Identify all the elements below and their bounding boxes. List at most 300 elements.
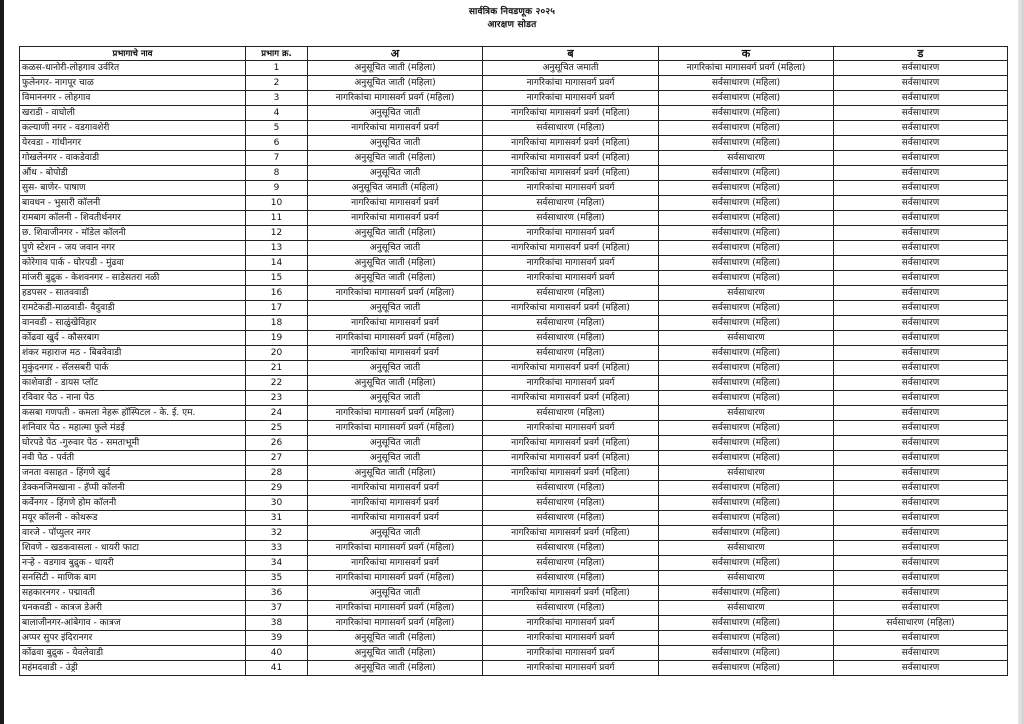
cell-seat-k: सर्वसाधारण (महिला) [659, 106, 834, 121]
cell-ward-number: 17 [246, 301, 308, 316]
cell-seat-a: अनुसूचित जाती [308, 451, 483, 466]
cell-seat-a: नागरिकांचा मागासवर्ग प्रवर्ग (महिला) [308, 331, 483, 346]
cell-seat-d: सर्वसाधारण (महिला) [834, 616, 1008, 631]
cell-seat-d: सर्वसाधारण [834, 91, 1008, 106]
cell-seat-a: नागरिकांचा मागासवर्ग प्रवर्ग [308, 316, 483, 331]
cell-seat-k: सर्वसाधारण (महिला) [659, 136, 834, 151]
cell-ward-name: अप्पर सुपर इंदिरानगर [20, 631, 246, 646]
cell-seat-d: सर्वसाधारण [834, 346, 1008, 361]
cell-seat-b: सर्वसाधारण (महिला) [483, 196, 659, 211]
cell-seat-b: नागरिकांचा मागासवर्ग प्रवर्ग [483, 271, 659, 286]
cell-seat-b: सर्वसाधारण (महिला) [483, 496, 659, 511]
cell-seat-a: अनुसूचित जाती (महिला) [308, 376, 483, 391]
cell-seat-a: अनुसूचित जाती [308, 166, 483, 181]
cell-ward-name: काशेवाडी - डायस प्लॉट [20, 376, 246, 391]
cell-seat-k: सर्वसाधारण (महिला) [659, 316, 834, 331]
cell-seat-b: नागरिकांचा मागासवर्ग प्रवर्ग (महिला) [483, 526, 659, 541]
cell-ward-number: 7 [246, 151, 308, 166]
cell-seat-k: सर्वसाधारण (महिला) [659, 181, 834, 196]
cell-ward-name: सहकारनगर - पद्मावती [20, 586, 246, 601]
cell-seat-b: सर्वसाधारण (महिला) [483, 331, 659, 346]
cell-seat-k: सर्वसाधारण (महिला) [659, 616, 834, 631]
cell-ward-name: मुकुंदनगर - सॅलसबरी पार्क [20, 361, 246, 376]
cell-seat-k: सर्वसाधारण (महिला) [659, 211, 834, 226]
cell-seat-a: अनुसूचित जाती (महिला) [308, 226, 483, 241]
table-row [20, 286, 1008, 301]
cell-seat-a: नागरिकांचा मागासवर्ग प्रवर्ग (महिला) [308, 601, 483, 616]
cell-ward-number: 30 [246, 496, 308, 511]
cell-seat-b: नागरिकांचा मागासवर्ग प्रवर्ग (महिला) [483, 241, 659, 256]
cell-seat-b: नागरिकांचा मागासवर्ग प्रवर्ग [483, 646, 659, 661]
cell-seat-a: अनुसूचित जाती [308, 586, 483, 601]
cell-seat-d: सर्वसाधारण [834, 451, 1008, 466]
cell-seat-a: नागरिकांचा मागासवर्ग प्रवर्ग (महिला) [308, 91, 483, 106]
cell-ward-number: 37 [246, 601, 308, 616]
cell-ward-name: छ. शिवाजीनगर - मॉडेल कॉलनी [20, 226, 246, 241]
cell-seat-k: सर्वसाधारण [659, 406, 834, 421]
cell-ward-name: घोरपडे पेठ -गुरुवार पेठ - समताभूमी [20, 436, 246, 451]
cell-seat-d: सर्वसाधारण [834, 661, 1008, 676]
cell-ward-number: 16 [246, 286, 308, 301]
cell-ward-number: 10 [246, 196, 308, 211]
cell-ward-number: 5 [246, 121, 308, 136]
cell-ward-name: रामबाग कॉलनी - शिवतीर्थनगर [20, 211, 246, 226]
cell-ward-name: कोरेगाव पार्क - घोरपडी - मुंढवा [20, 256, 246, 271]
cell-ward-name: बावधन - भुसारी कॉलनी [20, 196, 246, 211]
cell-ward-name: फुलेनगर- नागपूर चाळ [20, 76, 246, 91]
cell-seat-a: नागरिकांचा मागासवर्ग प्रवर्ग [308, 496, 483, 511]
cell-seat-b: नागरिकांचा मागासवर्ग प्रवर्ग (महिला) [483, 106, 659, 121]
cell-seat-d: सर्वसाधारण [834, 586, 1008, 601]
table-row [20, 646, 1008, 661]
cell-seat-d: सर्वसाधारण [834, 511, 1008, 526]
table-row [20, 76, 1008, 91]
cell-seat-d: सर्वसाधारण [834, 76, 1008, 91]
cell-seat-k: सर्वसाधारण (महिला) [659, 346, 834, 361]
cell-seat-d: सर्वसाधारण [834, 466, 1008, 481]
cell-seat-k: सर्वसाधारण (महिला) [659, 76, 834, 91]
cell-seat-k: सर्वसाधारण (महिला) [659, 646, 834, 661]
cell-ward-name: डेक्कनजिमखाना - हॅप्पी कॉलनी [20, 481, 246, 496]
table-row [20, 421, 1008, 436]
cell-ward-name: कोंढवा बुद्रुक - येवलेवाडी [20, 646, 246, 661]
cell-seat-a: नागरिकांचा मागासवर्ग प्रवर्ग [308, 511, 483, 526]
cell-seat-d: सर्वसाधारण [834, 286, 1008, 301]
cell-seat-d: सर्वसाधारण [834, 541, 1008, 556]
header-seat-d: ड [834, 47, 1008, 61]
cell-seat-d: सर्वसाधारण [834, 571, 1008, 586]
cell-seat-a: नागरिकांचा मागासवर्ग प्रवर्ग (महिला) [308, 571, 483, 586]
cell-seat-a: अनुसूचित जाती (महिला) [308, 151, 483, 166]
cell-seat-b: सर्वसाधारण (महिला) [483, 601, 659, 616]
cell-seat-k: सर्वसाधारण (महिला) [659, 481, 834, 496]
table-row [20, 541, 1008, 556]
cell-seat-a: नागरिकांचा मागासवर्ग प्रवर्ग (महिला) [308, 406, 483, 421]
table-row [20, 226, 1008, 241]
cell-seat-b: सर्वसाधारण (महिला) [483, 481, 659, 496]
cell-ward-number: 19 [246, 331, 308, 346]
cell-seat-b: सर्वसाधारण (महिला) [483, 556, 659, 571]
cell-seat-d: सर्वसाधारण [834, 61, 1008, 76]
cell-seat-b: नागरिकांचा मागासवर्ग प्रवर्ग [483, 76, 659, 91]
cell-seat-d: सर्वसाधारण [834, 136, 1008, 151]
cell-seat-d: सर्वसाधारण [834, 241, 1008, 256]
cell-seat-a: अनुसूचित जाती (महिला) [308, 76, 483, 91]
table-row [20, 61, 1008, 76]
cell-ward-name: कसबा गणपती - कमला नेहरू हॉस्पिटल - के. ई. एम. [20, 406, 246, 421]
cell-ward-name: मयूर कॉलनी - कोथरूड [20, 511, 246, 526]
cell-seat-a: नागरिकांचा मागासवर्ग प्रवर्ग (महिला) [308, 286, 483, 301]
cell-seat-k: सर्वसाधारण (महिला) [659, 421, 834, 436]
cell-seat-d: सर्वसाधारण [834, 601, 1008, 616]
cell-ward-number: 39 [246, 631, 308, 646]
header-seat-k: क [659, 47, 834, 61]
left-border-edge [0, 0, 4, 724]
cell-seat-a: अनुसूचित जाती (महिला) [308, 631, 483, 646]
table-row [20, 316, 1008, 331]
table-row [20, 121, 1008, 136]
cell-seat-k: सर्वसाधारण (महिला) [659, 526, 834, 541]
cell-seat-k: सर्वसाधारण (महिला) [659, 166, 834, 181]
cell-seat-d: सर्वसाधारण [834, 106, 1008, 121]
cell-seat-k: सर्वसाधारण (महिला) [659, 436, 834, 451]
cell-ward-name: धनकवडी - कात्रज डेअरी [20, 601, 246, 616]
table-row [20, 481, 1008, 496]
table-row [20, 271, 1008, 286]
cell-ward-name: कल्याणी नगर - वडगावशेरी [20, 121, 246, 136]
cell-seat-b: सर्वसाधारण (महिला) [483, 211, 659, 226]
cell-ward-name: विमाननगर - लोहगाव [20, 91, 246, 106]
cell-seat-a: अनुसूचित जमाती (महिला) [308, 181, 483, 196]
cell-seat-k: सर्वसाधारण (महिला) [659, 301, 834, 316]
cell-seat-b: नागरिकांचा मागासवर्ग प्रवर्ग [483, 616, 659, 631]
cell-ward-name: महंमदवाडी - उंड्री [20, 661, 246, 676]
cell-ward-number: 22 [246, 376, 308, 391]
cell-seat-k: सर्वसाधारण (महिला) [659, 226, 834, 241]
table-row [20, 661, 1008, 676]
table-row [20, 241, 1008, 256]
cell-seat-b: नागरिकांचा मागासवर्ग प्रवर्ग (महिला) [483, 136, 659, 151]
cell-seat-a: नागरिकांचा मागासवर्ग प्रवर्ग [308, 556, 483, 571]
cell-ward-number: 4 [246, 106, 308, 121]
cell-seat-a: अनुसूचित जाती (महिला) [308, 256, 483, 271]
table-row [20, 256, 1008, 271]
cell-seat-d: सर्वसाधारण [834, 436, 1008, 451]
table-row [20, 361, 1008, 376]
cell-seat-b: नागरिकांचा मागासवर्ग प्रवर्ग (महिला) [483, 451, 659, 466]
cell-seat-d: सर्वसाधारण [834, 646, 1008, 661]
cell-seat-a: अनुसूचित जाती (महिला) [308, 271, 483, 286]
cell-seat-d: सर्वसाधारण [834, 226, 1008, 241]
table-row [20, 301, 1008, 316]
cell-ward-name: जनता वसाहत - हिंगणे खुर्द [20, 466, 246, 481]
cell-ward-name: वानवडी - साळुंखेविहार [20, 316, 246, 331]
cell-seat-a: अनुसूचित जाती (महिला) [308, 646, 483, 661]
cell-ward-name: शंकर महाराज मठ - बिबवेवाडी [20, 346, 246, 361]
cell-seat-b: नागरिकांचा मागासवर्ग प्रवर्ग [483, 661, 659, 676]
cell-ward-number: 2 [246, 76, 308, 91]
cell-ward-number: 23 [246, 391, 308, 406]
cell-seat-d: सर्वसाधारण [834, 121, 1008, 136]
cell-seat-d: सर्वसाधारण [834, 406, 1008, 421]
cell-seat-b: सर्वसाधारण (महिला) [483, 316, 659, 331]
table-header-row [20, 47, 1008, 61]
table-row [20, 151, 1008, 166]
cell-seat-a: नागरिकांचा मागासवर्ग प्रवर्ग [308, 346, 483, 361]
cell-ward-number: 40 [246, 646, 308, 661]
cell-ward-number: 8 [246, 166, 308, 181]
table-row [20, 181, 1008, 196]
cell-ward-name: येरवडा - गांधीनगर [20, 136, 246, 151]
cell-seat-k: सर्वसाधारण [659, 541, 834, 556]
cell-ward-name: शनिवार पेठ - महात्मा फुले मंडई [20, 421, 246, 436]
cell-seat-k: सर्वसाधारण (महिला) [659, 496, 834, 511]
cell-seat-b: नागरिकांचा मागासवर्ग प्रवर्ग (महिला) [483, 151, 659, 166]
table-row [20, 376, 1008, 391]
cell-ward-number: 38 [246, 616, 308, 631]
cell-seat-d: सर्वसाधारण [834, 181, 1008, 196]
reservation-table [19, 46, 1008, 676]
cell-seat-k: सर्वसाधारण (महिला) [659, 91, 834, 106]
table-row [20, 571, 1008, 586]
document-header [0, 6, 1024, 32]
table-row [20, 451, 1008, 466]
cell-ward-name: सनसिटी - माणिक बाग [20, 571, 246, 586]
cell-seat-k: सर्वसाधारण [659, 151, 834, 166]
table-row [20, 346, 1008, 361]
cell-seat-a: अनुसूचित जाती [308, 301, 483, 316]
document-title: सार्वत्रिक निवडणूक २०२५ [468, 7, 556, 17]
cell-seat-k: सर्वसाधारण (महिला) [659, 196, 834, 211]
header-seat-a: अ [308, 47, 483, 61]
cell-ward-number: 26 [246, 436, 308, 451]
cell-seat-k: सर्वसाधारण [659, 466, 834, 481]
cell-seat-b: सर्वसाधारण (महिला) [483, 346, 659, 361]
cell-seat-d: सर्वसाधारण [834, 631, 1008, 646]
cell-seat-k: सर्वसाधारण (महिला) [659, 376, 834, 391]
cell-ward-number: 36 [246, 586, 308, 601]
table-row [20, 496, 1008, 511]
cell-seat-b: सर्वसाधारण (महिला) [483, 406, 659, 421]
cell-seat-d: सर्वसाधारण [834, 211, 1008, 226]
cell-ward-name: बालाजीनगर-आंबेगाव - कात्रज [20, 616, 246, 631]
cell-seat-b: नागरिकांचा मागासवर्ग प्रवर्ग (महिला) [483, 391, 659, 406]
cell-ward-name: कर्वेनगर - हिंगणे होम कॉलनी [20, 496, 246, 511]
cell-seat-k: सर्वसाधारण (महिला) [659, 241, 834, 256]
cell-ward-number: 29 [246, 481, 308, 496]
table-row [20, 166, 1008, 181]
table-row [20, 391, 1008, 406]
cell-seat-a: अनुसूचित जाती (महिला) [308, 466, 483, 481]
table-row [20, 331, 1008, 346]
table-row [20, 556, 1008, 571]
cell-seat-a: नागरिकांचा मागासवर्ग प्रवर्ग (महिला) [308, 421, 483, 436]
cell-ward-number: 15 [246, 271, 308, 286]
cell-seat-a: अनुसूचित जाती [308, 106, 483, 121]
cell-seat-d: सर्वसाधारण [834, 361, 1008, 376]
cell-seat-k: सर्वसाधारण (महिला) [659, 511, 834, 526]
cell-seat-d: सर्वसाधारण [834, 301, 1008, 316]
cell-seat-b: नागरिकांचा मागासवर्ग प्रवर्ग [483, 421, 659, 436]
table-row [20, 211, 1008, 226]
table-row [20, 631, 1008, 646]
cell-seat-k: सर्वसाधारण (महिला) [659, 631, 834, 646]
cell-seat-k: नागरिकांचा मागासवर्ग प्रवर्ग (महिला) [659, 61, 834, 76]
cell-seat-b: नागरिकांचा मागासवर्ग प्रवर्ग (महिला) [483, 166, 659, 181]
cell-seat-b: नागरिकांचा मागासवर्ग प्रवर्ग [483, 91, 659, 106]
cell-seat-k: सर्वसाधारण [659, 331, 834, 346]
cell-seat-b: नागरिकांचा मागासवर्ग प्रवर्ग (महिला) [483, 436, 659, 451]
cell-seat-a: अनुसूचित जाती [308, 526, 483, 541]
cell-ward-number: 27 [246, 451, 308, 466]
cell-seat-d: सर्वसाधारण [834, 376, 1008, 391]
cell-seat-d: सर्वसाधारण [834, 256, 1008, 271]
cell-seat-d: सर्वसाधारण [834, 151, 1008, 166]
cell-ward-number: 20 [246, 346, 308, 361]
cell-seat-k: सर्वसाधारण (महिला) [659, 586, 834, 601]
cell-seat-d: सर्वसाधारण [834, 196, 1008, 211]
cell-seat-b: नागरिकांचा मागासवर्ग प्रवर्ग [483, 256, 659, 271]
cell-seat-a: अनुसूचित जाती (महिला) [308, 61, 483, 76]
cell-ward-name: खराडी - वाघोली [20, 106, 246, 121]
cell-ward-number: 35 [246, 571, 308, 586]
cell-ward-number: 32 [246, 526, 308, 541]
cell-seat-k: सर्वसाधारण (महिला) [659, 391, 834, 406]
cell-seat-b: नागरिकांचा मागासवर्ग प्रवर्ग [483, 226, 659, 241]
cell-ward-number: 18 [246, 316, 308, 331]
cell-seat-a: अनुसूचित जाती [308, 391, 483, 406]
cell-ward-number: 33 [246, 541, 308, 556]
cell-ward-number: 41 [246, 661, 308, 676]
cell-seat-a: नागरिकांचा मागासवर्ग प्रवर्ग (महिला) [308, 616, 483, 631]
cell-seat-a: नागरिकांचा मागासवर्ग प्रवर्ग [308, 481, 483, 496]
cell-seat-d: सर्वसाधारण [834, 331, 1008, 346]
cell-seat-k: सर्वसाधारण [659, 601, 834, 616]
right-page-edge [1018, 0, 1024, 724]
cell-seat-k: सर्वसाधारण (महिला) [659, 661, 834, 676]
cell-ward-number: 9 [246, 181, 308, 196]
cell-seat-d: सर्वसाधारण [834, 166, 1008, 181]
cell-seat-b: नागरिकांचा मागासवर्ग प्रवर्ग [483, 376, 659, 391]
cell-ward-name: सुस- बाणेर- पाषाण [20, 181, 246, 196]
cell-ward-name: नवी पेठ - पर्वती [20, 451, 246, 466]
cell-seat-b: नागरिकांचा मागासवर्ग प्रवर्ग (महिला) [483, 466, 659, 481]
cell-ward-number: 14 [246, 256, 308, 271]
cell-ward-number: 12 [246, 226, 308, 241]
table-row [20, 601, 1008, 616]
cell-seat-a: नागरिकांचा मागासवर्ग प्रवर्ग [308, 211, 483, 226]
table-row [20, 466, 1008, 481]
header-ward-name: प्रभागाचे नाव [20, 47, 246, 61]
table-row [20, 586, 1008, 601]
cell-seat-d: सर्वसाधारण [834, 271, 1008, 286]
table-row [20, 616, 1008, 631]
cell-seat-a: नागरिकांचा मागासवर्ग प्रवर्ग [308, 121, 483, 136]
cell-seat-d: सर्वसाधारण [834, 556, 1008, 571]
cell-seat-a: अनुसूचित जाती [308, 136, 483, 151]
cell-ward-name: नऱ्हे - वडगाव बुद्रुक - धायरी [20, 556, 246, 571]
table-row [20, 526, 1008, 541]
cell-seat-a: अनुसूचित जाती [308, 436, 483, 451]
cell-seat-a: अनुसूचित जाती [308, 361, 483, 376]
cell-seat-d: सर्वसाधारण [834, 391, 1008, 406]
cell-seat-k: सर्वसाधारण (महिला) [659, 361, 834, 376]
cell-seat-a: नागरिकांचा मागासवर्ग प्रवर्ग (महिला) [308, 541, 483, 556]
cell-seat-k: सर्वसाधारण [659, 286, 834, 301]
cell-seat-b: नागरिकांचा मागासवर्ग प्रवर्ग [483, 181, 659, 196]
cell-ward-number: 31 [246, 511, 308, 526]
cell-seat-b: सर्वसाधारण (महिला) [483, 286, 659, 301]
cell-ward-number: 21 [246, 361, 308, 376]
cell-ward-name: शिवणे - खडकवासला - धायरी फाटा [20, 541, 246, 556]
cell-ward-name: हडपसर - सातववाडी [20, 286, 246, 301]
cell-seat-k: सर्वसाधारण (महिला) [659, 121, 834, 136]
cell-ward-name: कळस-धानोरी-लोहगाव उर्वरित [20, 61, 246, 76]
cell-ward-number: 13 [246, 241, 308, 256]
cell-seat-b: नागरिकांचा मागासवर्ग प्रवर्ग (महिला) [483, 361, 659, 376]
cell-seat-k: सर्वसाधारण (महिला) [659, 556, 834, 571]
table-row [20, 511, 1008, 526]
cell-seat-a: नागरिकांचा मागासवर्ग प्रवर्ग [308, 196, 483, 211]
table-row [20, 436, 1008, 451]
table-row [20, 91, 1008, 106]
cell-ward-number: 6 [246, 136, 308, 151]
cell-seat-k: सर्वसाधारण [659, 571, 834, 586]
cell-seat-b: सर्वसाधारण (महिला) [483, 511, 659, 526]
table-row [20, 136, 1008, 151]
cell-seat-k: सर्वसाधारण (महिला) [659, 451, 834, 466]
cell-seat-a: अनुसूचित जाती [308, 241, 483, 256]
cell-ward-name: औंध - बोपोडी [20, 166, 246, 181]
cell-ward-name: वारजे - पॉप्युलर नगर [20, 526, 246, 541]
cell-ward-name: रामटेकडी-माळवाडी- वैदुवाडी [20, 301, 246, 316]
cell-ward-name: कोंढवा खुर्द - कौसरबाग [20, 331, 246, 346]
cell-seat-b: नागरिकांचा मागासवर्ग प्रवर्ग (महिला) [483, 586, 659, 601]
cell-seat-k: सर्वसाधारण (महिला) [659, 256, 834, 271]
cell-seat-b: अनुसूचित जमाती [483, 61, 659, 76]
cell-seat-b: सर्वसाधारण (महिला) [483, 571, 659, 586]
cell-seat-a: अनुसूचित जाती (महिला) [308, 661, 483, 676]
cell-ward-number: 25 [246, 421, 308, 436]
header-ward-number: प्रभाग क्र. [246, 47, 308, 61]
cell-seat-b: नागरिकांचा मागासवर्ग प्रवर्ग [483, 631, 659, 646]
table-row [20, 196, 1008, 211]
cell-ward-name: गोखलेनगर - वाकडेवाडी [20, 151, 246, 166]
table-row [20, 106, 1008, 121]
cell-seat-b: सर्वसाधारण (महिला) [483, 541, 659, 556]
table-row [20, 406, 1008, 421]
cell-seat-b: नागरिकांचा मागासवर्ग प्रवर्ग (महिला) [483, 301, 659, 316]
cell-seat-b: सर्वसाधारण (महिला) [483, 121, 659, 136]
cell-seat-d: सर्वसाधारण [834, 316, 1008, 331]
cell-ward-number: 34 [246, 556, 308, 571]
cell-ward-number: 11 [246, 211, 308, 226]
cell-ward-number: 28 [246, 466, 308, 481]
cell-ward-number: 24 [246, 406, 308, 421]
cell-seat-d: सर्वसाधारण [834, 481, 1008, 496]
cell-seat-k: सर्वसाधारण (महिला) [659, 271, 834, 286]
cell-ward-name: पुणे स्टेशन - जय जवान नगर [20, 241, 246, 256]
document-subtitle: आरक्षण सोडत [487, 20, 537, 30]
cell-seat-d: सर्वसाधारण [834, 421, 1008, 436]
cell-seat-d: सर्वसाधारण [834, 526, 1008, 541]
cell-ward-number: 3 [246, 91, 308, 106]
cell-ward-name: मांजरी बुद्रुक - केशवनगर - साडेसतरा नळी [20, 271, 246, 286]
cell-seat-d: सर्वसाधारण [834, 496, 1008, 511]
header-seat-b: ब [483, 47, 659, 61]
cell-ward-name: रविवार पेठ - नाना पेठ [20, 391, 246, 406]
cell-ward-number: 1 [246, 61, 308, 76]
